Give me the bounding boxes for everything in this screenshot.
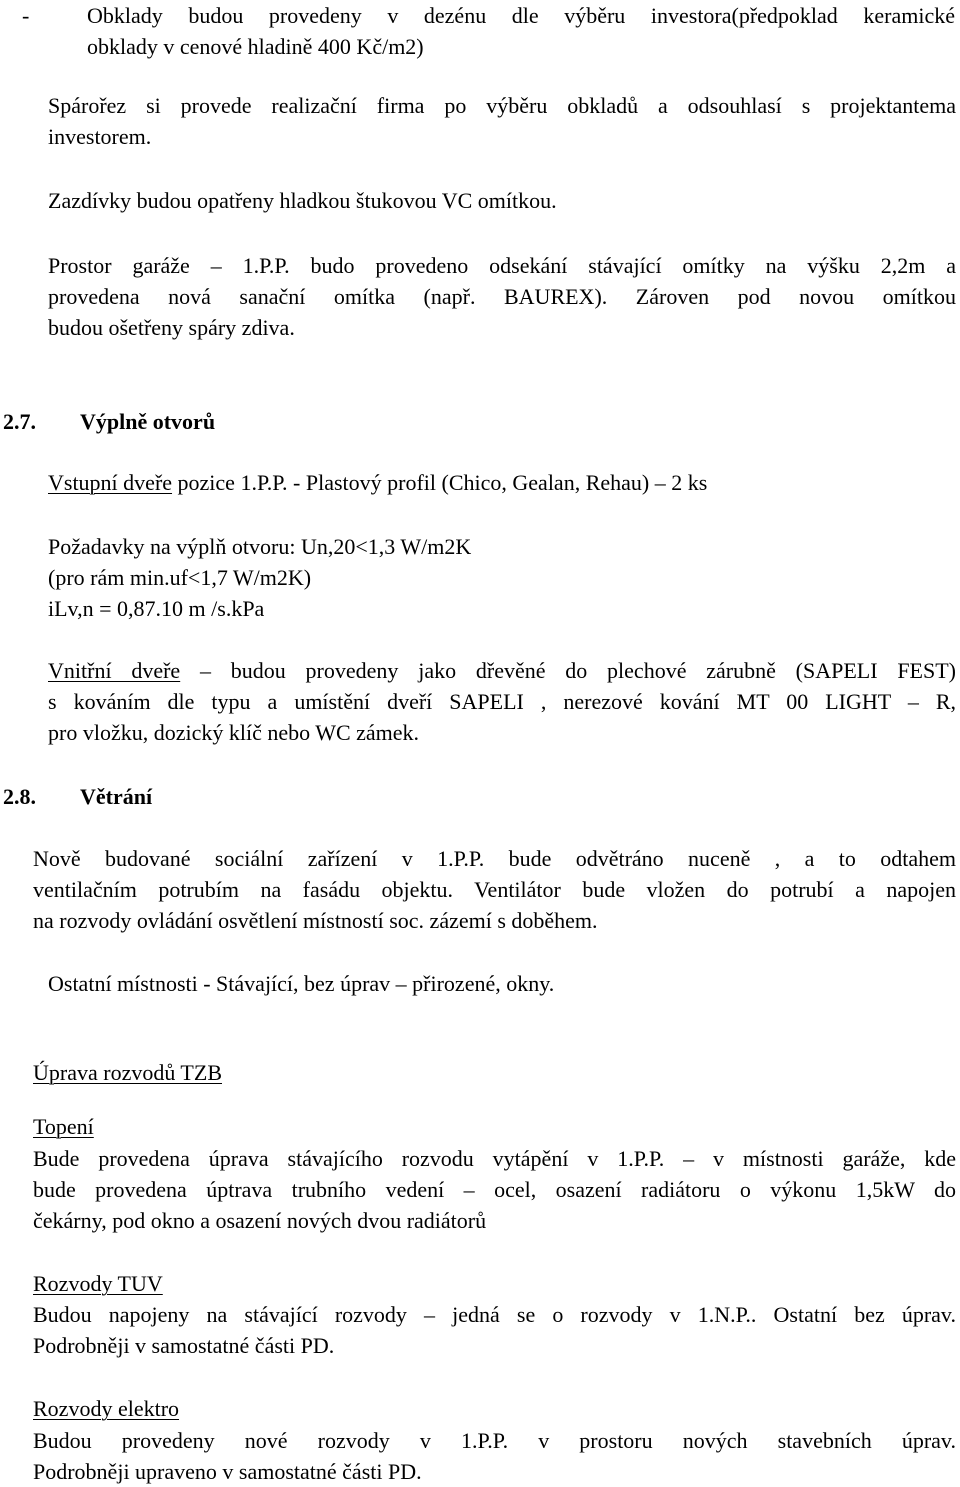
electro-line-2: Podrobněji upraveno v samostatné části PD.	[33, 1459, 422, 1484]
electro-heading: Rozvody elektro	[33, 1396, 180, 1421]
p2-line-2: investorem.	[48, 124, 152, 149]
section-28-title: Větrání	[80, 784, 153, 809]
entry-doors-line	[48, 467, 707, 498]
inner-doors-text: – budou provedeny jako dřevěné do plechové zárubně (SAPELI FEST)	[180, 658, 956, 683]
requirements-line-3: iLv,n = 0,87.10 m /s.kPa	[48, 596, 265, 621]
heating-line-1: Bude provedena úprava stávajícího rozvodu vytápění v 1.P.P. – v místnosti garáže, kde	[33, 1146, 956, 1171]
inner-doors-label: Vnitřní dveře	[48, 658, 181, 683]
tuv-heading: Rozvody TUV	[33, 1271, 163, 1296]
requirements-line-2: (pro rám min.uf<1,7 W/m2K)	[48, 565, 312, 590]
inner-doors-line-2: s kováním dle typu a umístění dveří SAPELI , nerezové kování MT 00 LIGHT – R,	[48, 689, 956, 714]
bullet-dash: -	[22, 3, 30, 28]
entry-doors-label: Vstupní dveře	[48, 470, 173, 495]
inner-doors-line-3: pro vložku, dozický klíč nebo WC zámek.	[48, 720, 420, 745]
inner-doors-line-1	[48, 655, 956, 686]
requirements-line-1: Požadavky na výplň otvoru: Un,20<1,3 W/m2K	[48, 534, 472, 559]
tuv-line-1: Budou napojeny na stávající rozvody – jedná se o rozvody v 1.N.P.. Ostatní bez úprav.	[33, 1302, 956, 1327]
section-27-number: 2.7.	[3, 409, 36, 434]
p2-line-1: Spárořez si provede realizační firma po výběru obkladů a odsouhlasí s projektantema	[48, 93, 956, 118]
entry-doors-text: pozice 1.P.P. - Plastový profil (Chico, Gealan, Rehau) – 2 ks	[172, 470, 708, 495]
ventilation-line-3: na rozvody ovládání osvětlení místností soc. zázemí s doběhem.	[33, 908, 598, 933]
p4-line-3: budou ošetřeny spáry zdiva.	[48, 315, 295, 340]
p1-line-2: obklady v cenové hladině 400 Kč/m2)	[87, 34, 424, 59]
ventilation-line-2: ventilačním potrubím na fasádu objektu. Ventilátor bude vložen do potrubí a napojen	[33, 877, 956, 902]
p4-line-1: Prostor garáže – 1.P.P. budo provedeno odsekání stávající omítky na výšku 2,2m a	[48, 253, 956, 278]
electro-line-1: Budou provedeny nové rozvody v 1.P.P. v prostoru nových stavebních úprav.	[33, 1428, 956, 1453]
tuv-line-2: Podrobněji v samostatné části PD.	[33, 1333, 335, 1358]
heating-line-2: bude provedena úptrava trubního vedení – ocel, osazení radiátoru o výkonu 1,5kW do	[33, 1177, 956, 1202]
other-rooms-line: Ostatní místnosti - Stávající, bez úprav – přirozené, okny.	[48, 971, 555, 996]
section-28-number: 2.8.	[3, 784, 36, 809]
heating-line-3: čekárny, pod okno a osazení nových dvou radiátorů	[33, 1208, 487, 1233]
section-27-title: Výplně otvorů	[80, 409, 216, 434]
tzb-heading: Úprava rozvodů TZB	[33, 1060, 222, 1085]
p3-line: Zazdívky budou opatřeny hladkou štukovou VC omítkou.	[48, 188, 557, 213]
heating-heading: Topení	[33, 1114, 94, 1139]
p4-line-2: provedena nová sanační omítka (např. BAUREX). Zároven pod novou omítkou	[48, 284, 956, 309]
p1-line-1: Obklady budou provedeny v dezénu dle výběru investora(předpoklad keramické	[87, 3, 955, 28]
ventilation-line-1: Nově budované sociální zařízení v 1.P.P. bude odvětráno nuceně , a to odtahem	[33, 846, 956, 871]
